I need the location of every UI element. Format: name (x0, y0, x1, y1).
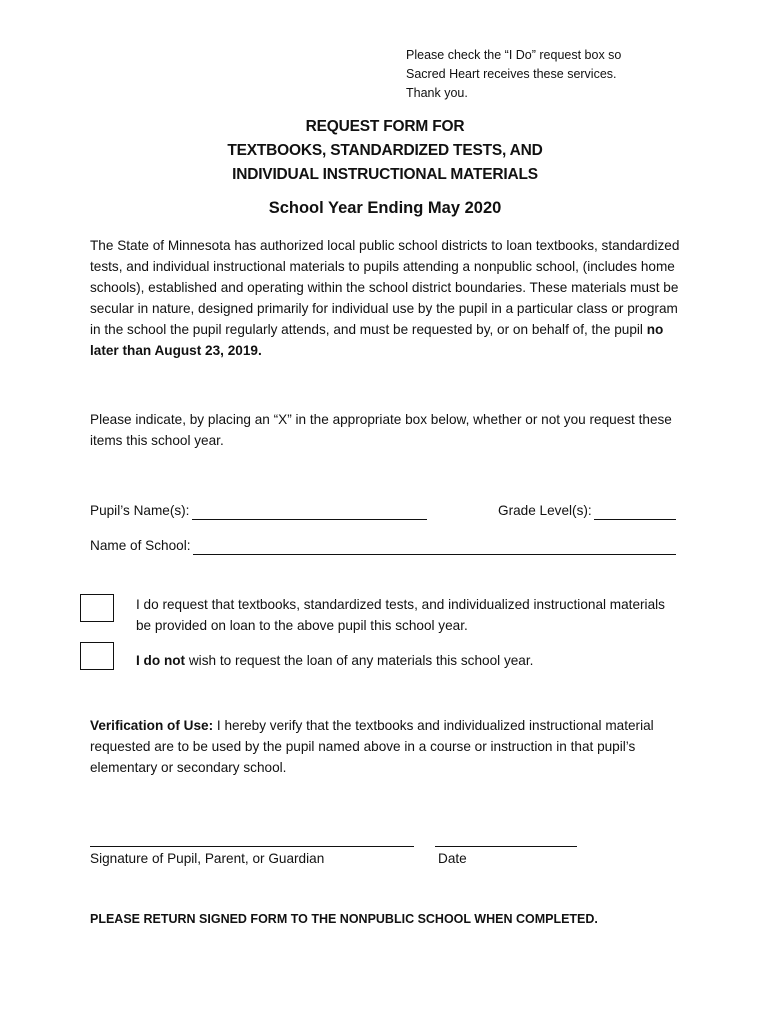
pupil-names-field[interactable] (192, 519, 427, 520)
verification-label: Verification of Use: (90, 718, 214, 733)
request-option-text: I do request that textbooks, standardized tests, and individualized instructional materials be provided on loan to the above pupil this school year. (136, 597, 665, 633)
school-name-field[interactable] (193, 554, 676, 555)
verification-text: I hereby verify that the textbooks and individualized instructional material requested are to be used by the pupil named above in a course or instruction in that pupil’s elementary or secondary school. (90, 718, 654, 775)
form-title-line-2: TEXTBOOKS, STANDARDIZED TESTS, AND (227, 142, 543, 159)
intro-paragraph (90, 235, 685, 361)
request-note (406, 46, 746, 103)
note-line-2: Sacred Heart receives these services. (406, 67, 617, 81)
signature-label: Signature of Pupil, Parent, or Guardian (90, 851, 325, 866)
signature-field[interactable] (90, 846, 414, 847)
decline-option-bold: I do not (136, 653, 186, 668)
return-instructions: PLEASE RETURN SIGNED FORM TO THE NONPUBLIC SCHOOL WHEN COMPLETED. (90, 912, 598, 926)
pupil-names-label: Pupil’s Name(s): (90, 503, 190, 518)
date-label: Date (438, 851, 467, 866)
verification-paragraph (90, 715, 685, 778)
note-line-3: Thank you. (406, 86, 468, 100)
instructions-paragraph: Please indicate, by placing an “X” in the appropriate box below, whether or not you request these items this school year. (90, 412, 672, 448)
request-checkbox[interactable] (80, 594, 114, 622)
deadline-text: no later than August 23, 2019. (90, 322, 664, 358)
form-title-line-3: INDIVIDUAL INSTRUCTIONAL MATERIALS (232, 166, 538, 183)
note-line-1: Please check the “I Do” request box so (406, 48, 622, 62)
date-field[interactable] (435, 846, 577, 847)
grade-level-label: Grade Level(s): (498, 503, 592, 518)
grade-level-field[interactable] (594, 519, 676, 520)
school-year-subtitle: School Year Ending May 2020 (268, 199, 502, 217)
form-title-line-1: REQUEST FORM FOR (305, 118, 465, 135)
decline-option (136, 650, 676, 671)
intro-text: The State of Minnesota has authorized local public school districts to loan textbooks, standardized tests, and individual instructional materials to pupils attending a nonpublic school, (includes home schools), established and operating within the school district boundaries. These materials must be secular in nature, designed primarily for individual use by the pupil in a particular class or program in the school the pupil regularly attends, and must be requested by, or on behalf of, the pupil (90, 238, 680, 337)
decline-checkbox[interactable] (80, 642, 114, 670)
decline-option-text: wish to request the loan of any materials this school year. (185, 653, 534, 668)
school-name-label: Name of School: (90, 538, 191, 553)
